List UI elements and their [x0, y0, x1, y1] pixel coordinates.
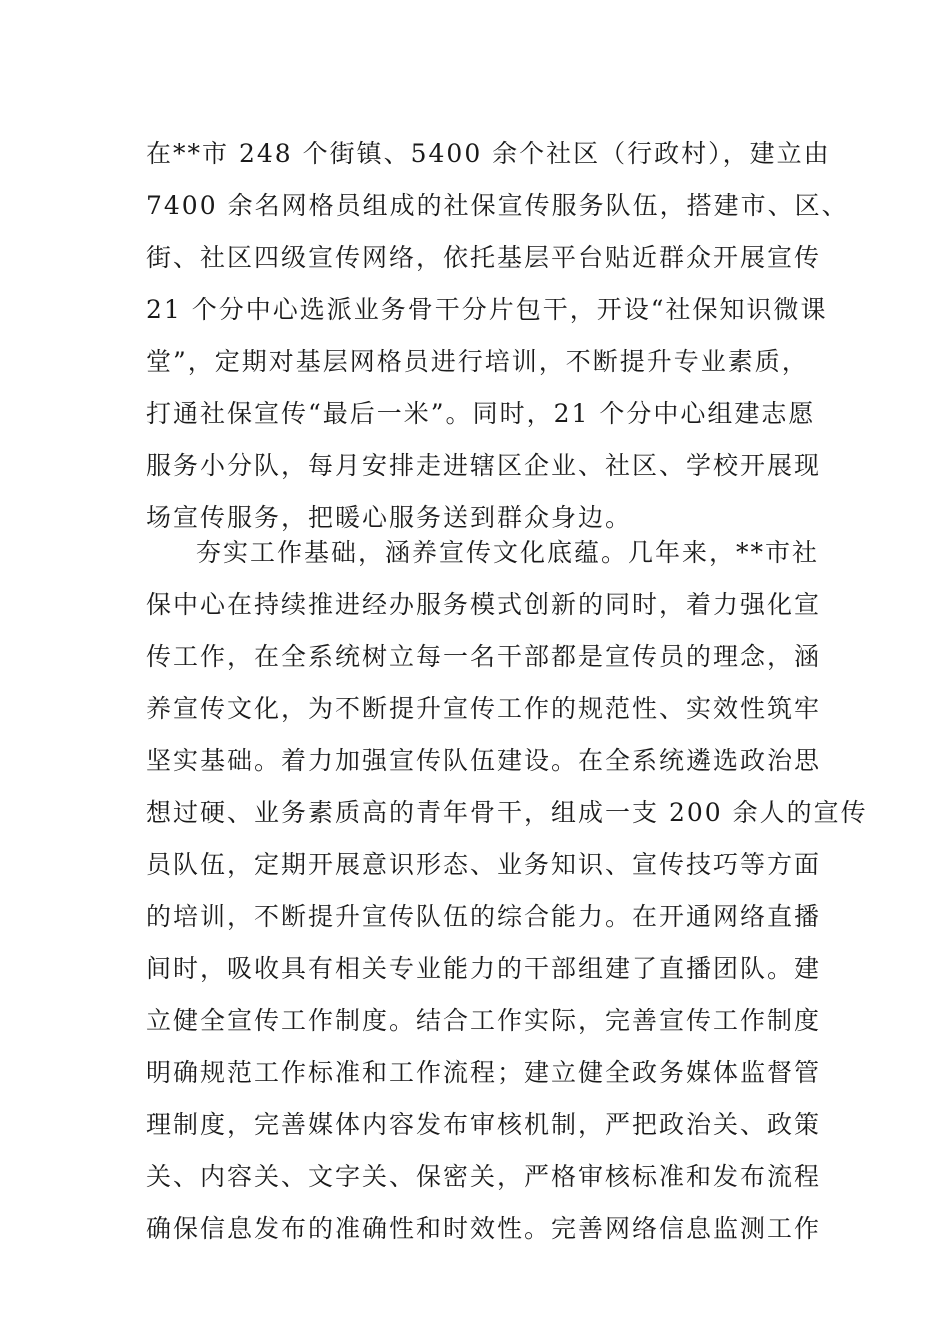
text-line: 的培训，不断提升宣传队伍的综合能力。在开通网络直播 [146, 902, 822, 931]
text-line: 立健全宣传工作制度。结合工作实际，完善宣传工作制度 [146, 1006, 822, 1035]
text-line: 养宣传文化，为不断提升宣传工作的规范性、实效性筑牢 [146, 694, 822, 723]
text-line: 打通社保宣传“最后一米”。同时，21 个分中心组建志愿 [146, 399, 816, 428]
text-line: 夯实工作基础，涵养宣传文化底蕴。几年来，**市社 [196, 538, 820, 567]
text-line: 场宣传服务，把暖心服务送到群众身边。 [146, 503, 633, 532]
text-line: 7400 余名网格员组成的社保宣传服务队伍，搭建市、区、 [146, 191, 849, 220]
text-line: 在**市 248 个街镇、5400 余个社区（行政村），建立由 [146, 139, 831, 168]
text-line: 确保信息发布的准确性和时效性。完善网络信息监测工作 [146, 1214, 822, 1243]
text-line: 坚实基础。着力加强宣传队伍建设。在全系统遴选政治思 [146, 746, 822, 775]
text-line: 保中心在持续推进经办服务模式创新的同时，着力强化宣 [146, 590, 822, 619]
text-line: 服务小分队，每月安排走进辖区企业、社区、学校开展现 [146, 451, 822, 480]
text-line: 想过硬、业务素质高的青年骨干，组成一支 200 余人的宣传 [146, 798, 868, 827]
text-line: 理制度，完善媒体内容发布审核机制，严把政治关、政策 [146, 1110, 822, 1139]
text-line: 传工作，在全系统树立每一名干部都是宣传员的理念，涵 [146, 642, 822, 671]
text-line: 堂”，定期对基层网格员进行培训，不断提升专业素质， [146, 347, 809, 376]
text-line: 间时，吸收具有相关专业能力的干部组建了直播团队。建 [146, 954, 822, 983]
paragraph-work-foundation [146, 527, 868, 1255]
text-line: 明确规范工作标准和工作流程；建立健全政务媒体监督管 [146, 1058, 822, 1087]
text-line: 关、内容关、文字关、保密关，严格审核标准和发布流程 [146, 1162, 822, 1191]
text-line: 员队伍，定期开展意识形态、业务知识、宣传技巧等方面 [146, 850, 822, 879]
text-line: 街、社区四级宣传网络，依托基层平台贴近群众开展宣传 [146, 243, 822, 272]
text-line: 21 个分中心选派业务骨干分片包干，开设“社保知识微课 [146, 295, 828, 324]
paragraph-community-network [146, 128, 849, 544]
